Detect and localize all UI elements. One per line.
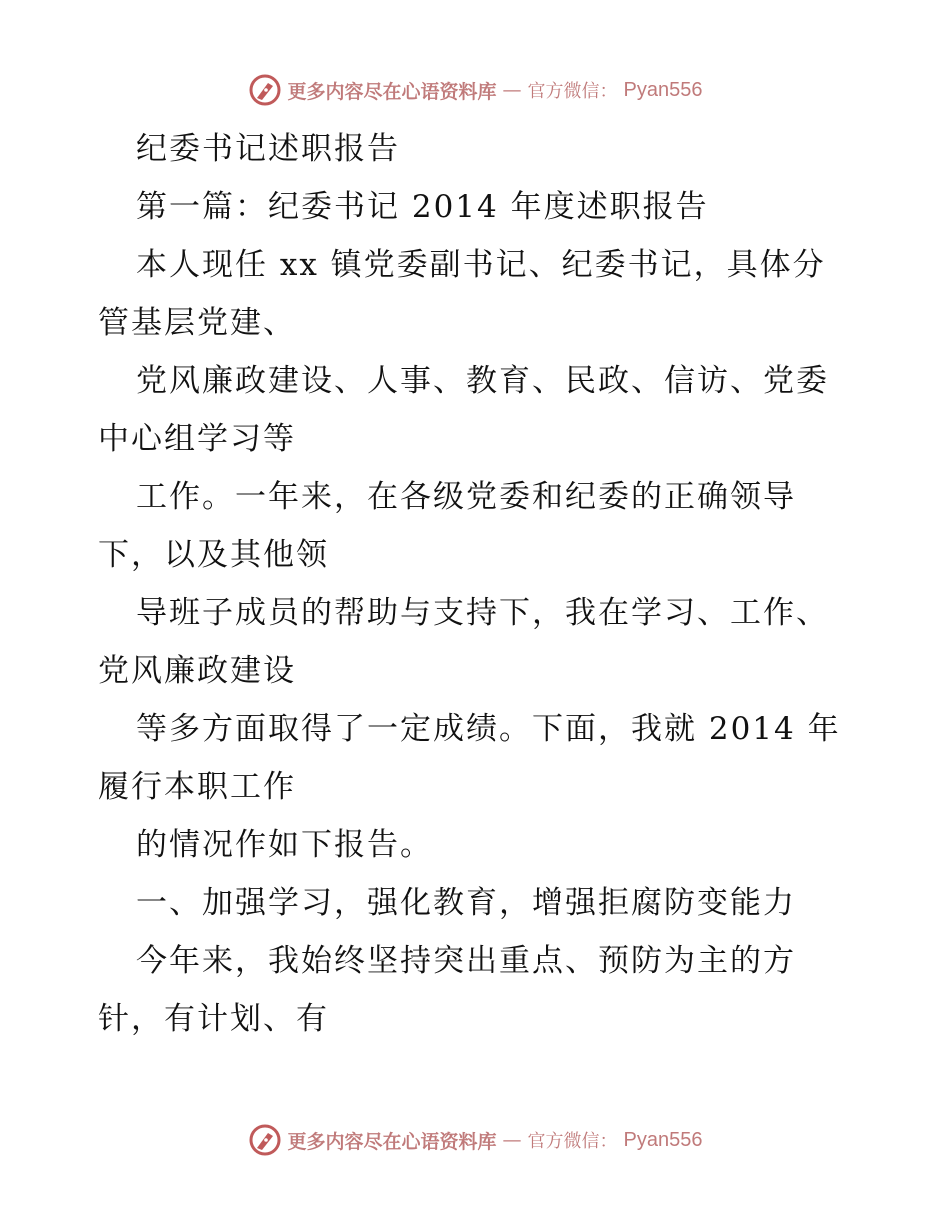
footer-banner-id: Pyan556 <box>623 1128 703 1151</box>
header-banner-inner <box>248 73 703 107</box>
pen-nib-logo-icon <box>248 1123 282 1157</box>
pen-nib-logo-icon <box>248 73 282 107</box>
header-banner <box>0 70 950 110</box>
doc-title: 纪委书记述职报告 <box>136 131 400 167</box>
header-banner-text: 更多内容尽在心语资料库 <box>287 80 497 103</box>
doc-line: 等多方面取得了一定成绩。下面，我就 2014 年 <box>136 711 841 747</box>
document-body <box>98 120 858 1048</box>
footer-banner <box>0 1120 950 1160</box>
doc-line: 管基层党建、 <box>98 305 296 341</box>
doc-line: 本人现任 xx 镇党委副书记、纪委书记，具体分 <box>136 247 826 283</box>
doc-line: 针，有计划、有 <box>98 1001 329 1037</box>
header-banner-label: 官方微信： <box>527 81 618 102</box>
doc-subtitle: 第一篇：纪委书记 2014 年度述职报告 <box>136 189 709 225</box>
doc-line: 今年来，我始终坚持突出重点、预防为主的方 <box>136 943 796 979</box>
header-banner-id: Pyan556 <box>623 78 703 101</box>
footer-banner-inner <box>248 1123 703 1157</box>
doc-line: 中心组学习等 <box>98 421 296 457</box>
footer-banner-dash: — <box>502 1129 522 1151</box>
doc-line: 履行本职工作 <box>98 769 296 805</box>
footer-banner-label: 官方微信： <box>527 1131 618 1152</box>
header-banner-dash: — <box>502 79 522 101</box>
doc-line: 党风廉政建设 <box>98 653 296 689</box>
doc-section-heading: 一、加强学习，强化教育，增强拒腐防变能力 <box>136 885 796 921</box>
doc-line: 党风廉政建设、人事、教育、民政、信访、党委 <box>136 363 829 399</box>
doc-line: 工作。一年来，在各级党委和纪委的正确领导 <box>136 479 796 515</box>
doc-line: 下，以及其他领 <box>98 537 329 573</box>
footer-banner-text: 更多内容尽在心语资料库 <box>287 1130 497 1153</box>
doc-line: 导班子成员的帮助与支持下，我在学习、工作、 <box>136 595 829 631</box>
doc-line: 的情况作如下报告。 <box>136 827 433 863</box>
